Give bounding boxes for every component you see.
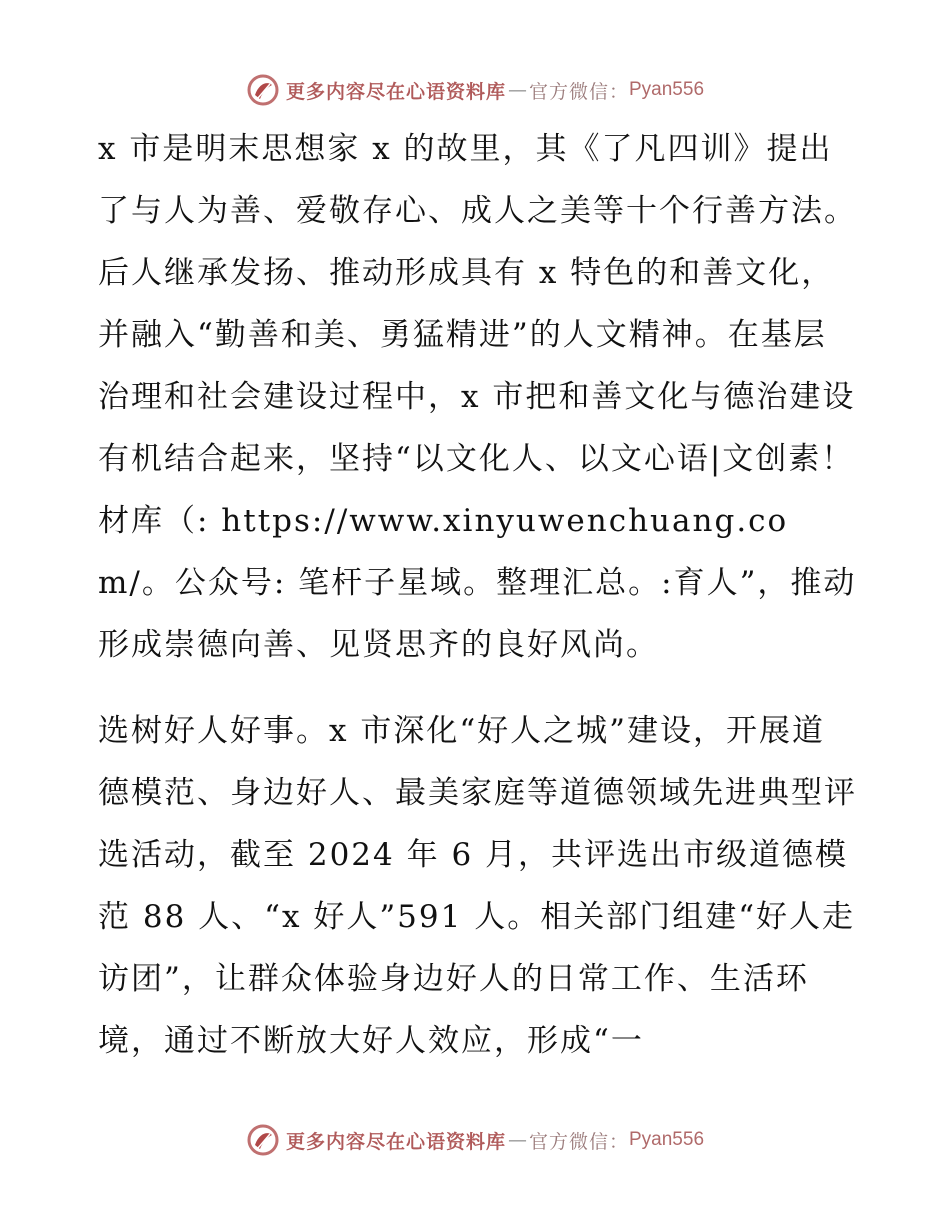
banner-separator: — bbox=[507, 79, 527, 101]
banner-wechat-label: 官方微信： bbox=[528, 80, 629, 103]
header-banner bbox=[0, 70, 950, 110]
banner-title: 更多内容尽在心语资料库 bbox=[285, 80, 506, 103]
logo-icon bbox=[246, 1123, 280, 1157]
banner-title: 更多内容尽在心语资料库 bbox=[285, 1130, 506, 1153]
logo-icon bbox=[246, 73, 280, 107]
footer-banner bbox=[0, 1120, 950, 1160]
banner-wechat-label: 官方微信： bbox=[528, 1130, 629, 1153]
document-body bbox=[98, 118, 858, 1072]
paragraph-2: 选树好人好事。x 市深化“好人之城”建设，开展道德模范、身边好人、最美家庭等道德领域先进典型评选活动，截至 2024 年 6 月，共评选出市级道德模范 88 人、“x 好人”591 人。相关部门组建“好人走访团”，让群众体验身边好人的日常工作、生活环境，通过不断放大好人效应，形成“一 bbox=[98, 713, 857, 1059]
banner-wechat-id: Pyan556 bbox=[629, 79, 705, 100]
paragraph-1: x 市是明末思想家 x 的故里，其《了凡四训》提出了与人为善、爱敬存心、成人之美等十个行善方法。后人继承发扬、推动形成具有 x 特色的和善文化，并融入“勤善和美、勇猛精进”的人文精神。在基层治理和社会建设过程中，x 市把和善文化与德治建设有机结合起来，坚持“以文化人、以文心语|文创素！材库（: https://www.xinyuwenchuang.com/。公众号: 笔杆子星域。整理汇总。:育人”，推动形成崇德向善、见贤思齐的良好风尚。 bbox=[98, 131, 857, 663]
banner-separator: — bbox=[507, 1129, 527, 1151]
banner-wechat-id: Pyan556 bbox=[629, 1129, 705, 1150]
